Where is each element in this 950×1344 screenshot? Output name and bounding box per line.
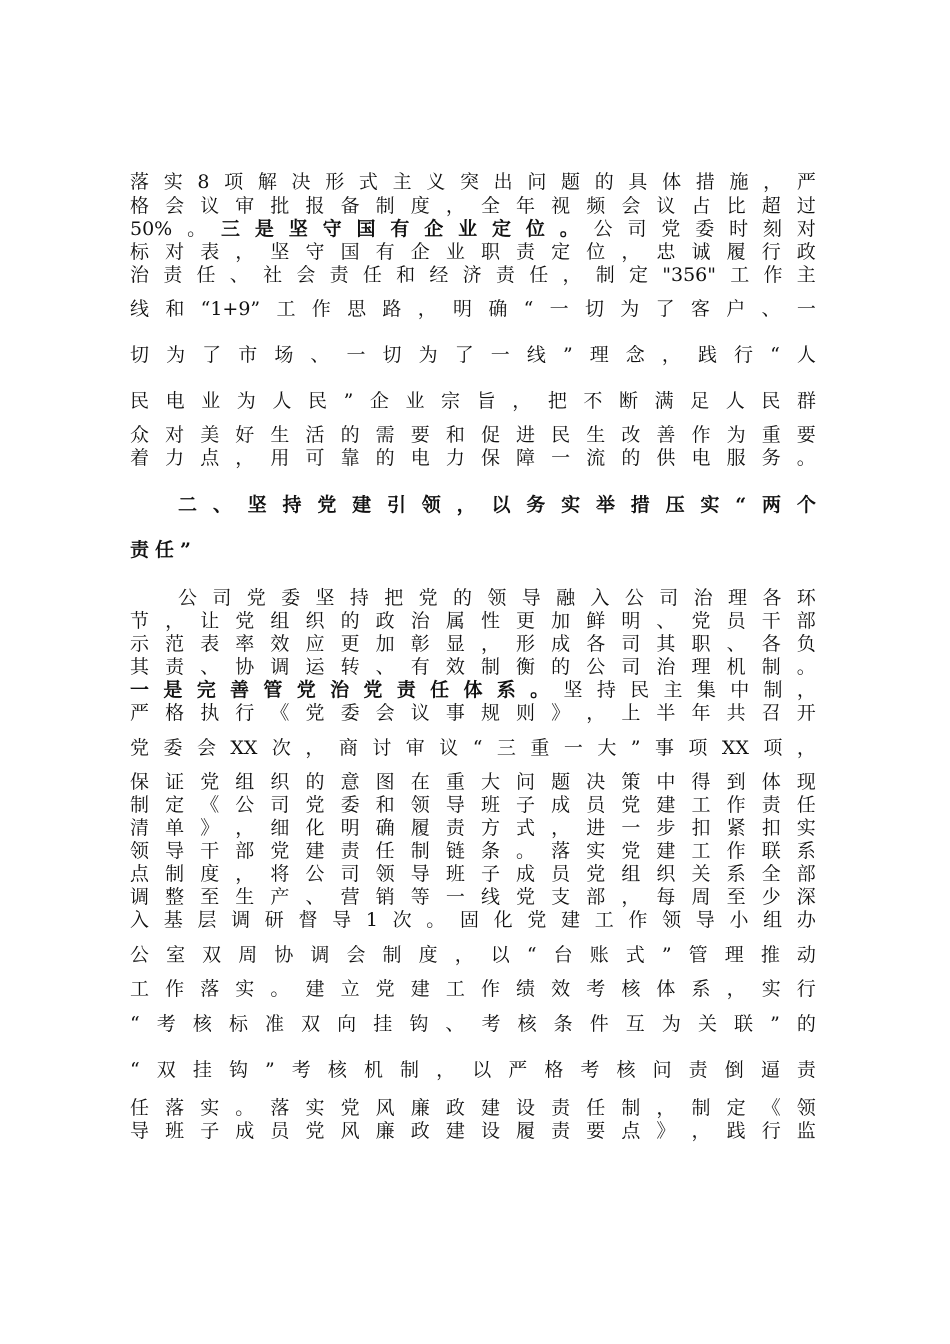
text-line: 着 力 点 ， 用 可 靠 的 电 力 保 障 一 流 的 供 电 服 务 。 — [130, 447, 816, 469]
text-line: 线 和 “1+9” 工 作 思 路 ， 明 确 “ 一 切 为 了 客 户 、 一 — [130, 298, 816, 320]
text-line: 50% 。 三 是 坚 守 国 有 企 业 定 位 。 公 司 党 委 时 刻 对 — [130, 218, 816, 240]
text-line: 节 ， 让 党 组 织 的 政 治 属 性 更 加 鲜 明 、 党 员 干 部 — [130, 610, 816, 632]
text-line: 众 对 美 好 生 活 的 需 要 和 促 进 民 生 改 善 作 为 重 要 — [130, 424, 816, 446]
text-line: 公 司 党 委 坚 持 把 党 的 领 导 融 入 公 司 治 理 各 环 — [178, 587, 816, 609]
text-line: 格 会 议 审 批 报 备 制 度 ， 全 年 视 频 会 议 占 比 超 过 — [130, 195, 816, 217]
text-line: 一 是 完 善 管 党 治 党 责 任 体 系 。 坚 持 民 主 集 中 制 ， — [130, 679, 816, 701]
text-line: 示 范 表 率 效 应 更 加 彰 显 ， 形 成 各 司 其 职 、 各 负 — [130, 633, 816, 655]
text-line: 民 电 业 为 人 民 ” 企 业 宗 旨 ， 把 不 断 满 足 人 民 群 — [130, 390, 816, 412]
text-line: 任 落 实 。 落 实 党 风 廉 政 建 设 责 任 制 ， 制 定 《 领 — [130, 1097, 816, 1119]
text-line: 领 导 干 部 党 建 责 任 制 链 条 。 落 实 党 建 工 作 联 系 — [130, 840, 816, 862]
text-line: 导 班 子 成 员 党 风 廉 政 建 设 履 责 要 点 》 ， 践 行 监 — [130, 1120, 816, 1142]
text-line: “ 考 核 标 准 双 向 挂 钩 、 考 核 条 件 互 为 关 联 ” 的 — [130, 1013, 816, 1035]
text-line: 切 为 了 市 场 、 一 切 为 了 一 线 ” 理 念 ， 践 行 “ 人 — [130, 344, 816, 366]
text-line: 清 单 》 ， 细 化 明 确 履 责 方 式 ， 进 一 步 扣 紧 扣 实 — [130, 817, 816, 839]
text-line: 入 基 层 调 研 督 导 1 次 。 固 化 党 建 工 作 领 导 小 组 办 — [130, 909, 816, 931]
text-line: 严 格 执 行 《 党 委 会 议 事 规 则 》 ， 上 半 年 共 召 开 — [130, 702, 816, 724]
text-line: “ 双 挂 钩 ” 考 核 机 制 ， 以 严 格 考 核 问 责 倒 逼 责 — [130, 1059, 816, 1081]
section-heading: 二 、 坚 持 党 建 引 领 ， 以 务 实 举 措 压 实 “ 两 个 — [178, 494, 816, 516]
text-line: 公 室 双 周 协 调 会 制 度 ， 以 “ 台 账 式 ” 管 理 推 动 — [130, 944, 816, 966]
text-line: 工 作 落 实 。 建 立 党 建 工 作 绩 效 考 核 体 系 ， 实 行 — [130, 978, 816, 1000]
text-line: 党 委 会 XX 次 ， 商 讨 审 议 “ 三 重 一 大 ” 事 项 XX 项 ， — [130, 737, 816, 759]
text-line: 保 证 党 组 织 的 意 图 在 重 大 问 题 决 策 中 得 到 体 现 — [130, 771, 816, 793]
text-line: 调 整 至 生 产 、 营 销 等 一 线 党 支 部 ， 每 周 至 少 深 — [130, 886, 816, 908]
text-line: 落 实 8 项 解 决 形 式 主 义 突 出 问 题 的 具 体 措 施 ， 严 — [130, 171, 816, 193]
section-heading: 责 任 ” — [130, 539, 197, 561]
text-line: 点 制 度 ， 将 公 司 领 导 班 子 成 员 党 组 织 关 系 全 部 — [130, 863, 816, 885]
text-line: 治 责 任 、 社 会 责 任 和 经 济 责 任 ， 制 定 "356" 工 作 主 — [130, 264, 816, 286]
text-line: 标 对 表 ， 坚 守 国 有 企 业 职 责 定 位 ， 忠 诚 履 行 政 — [130, 241, 816, 263]
text-line: 制 定 《 公 司 党 委 和 领 导 班 子 成 员 党 建 工 作 责 任 — [130, 794, 816, 816]
text-line: 其 责 、 协 调 运 转 、 有 效 制 衡 的 公 司 治 理 机 制 。 — [130, 656, 816, 678]
